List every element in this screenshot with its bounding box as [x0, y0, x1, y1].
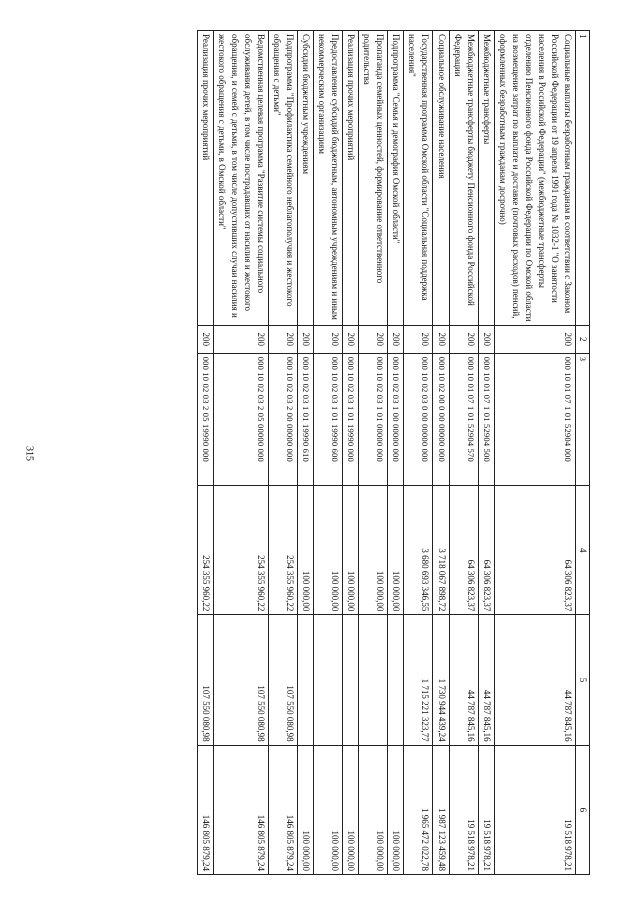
row-value-5 — [359, 615, 388, 745]
row-admin: 200 — [268, 325, 297, 353]
row-admin: 200 — [359, 325, 388, 353]
table-row — [314, 31, 343, 875]
table-row — [388, 31, 404, 875]
row-value-5: 44 787 845,16 — [494, 615, 575, 745]
row-code: 000 10 02 00 0 00 00000 000 — [433, 353, 449, 485]
row-value-4: 100 000,00 — [298, 486, 314, 615]
row-code: 000 10 02 03 1 01 00000 000 — [359, 353, 388, 485]
row-code: 000 10 02 03 1 01 19990 610 — [298, 353, 314, 485]
row-value-4: 100 000,00 — [359, 486, 388, 615]
col-header-2: 2 — [575, 325, 589, 353]
row-value-4: 254 355 960,22 — [213, 486, 268, 615]
col-header-3: 3 — [575, 353, 589, 485]
row-code: 000 10 01 07 1 01 52904 000 — [494, 353, 575, 485]
row-value-5: 1 730 944 439,24 — [433, 615, 449, 745]
row-value-5: 1 715 221 323,77 — [404, 615, 433, 745]
table-row — [343, 31, 359, 875]
row-value-4: 64 306 823,37 — [494, 486, 575, 615]
budget-table — [197, 30, 590, 875]
row-value-5 — [388, 615, 404, 745]
row-value-5: 44 787 845,16 — [478, 615, 494, 745]
col-header-5: 5 — [575, 615, 589, 745]
row-value-5 — [343, 615, 359, 745]
row-code: 000 10 02 03 2 05 00000 000 — [213, 353, 268, 485]
row-value-6: 100 000,00 — [298, 745, 314, 874]
table-row — [433, 31, 449, 875]
row-name: Реализация прочих мероприятий — [197, 31, 213, 326]
header-row — [575, 31, 589, 875]
row-name: Государственная программа Омской области "Социальная поддержка населения" — [404, 31, 433, 326]
row-value-6: 146 805 879,24 — [197, 745, 213, 874]
table-row — [359, 31, 388, 875]
row-name: Социальное обслуживание населения — [433, 31, 449, 326]
row-value-5: 107 550 080,98 — [268, 615, 297, 745]
row-admin: 200 — [343, 325, 359, 353]
table-row — [404, 31, 433, 875]
row-admin: 200 — [298, 325, 314, 353]
col-header-6: 6 — [575, 745, 589, 874]
row-admin: 200 — [449, 325, 478, 353]
row-value-4: 100 000,00 — [388, 486, 404, 615]
table-row — [449, 31, 478, 875]
row-name: Межбюджетные трансферты бюджету Пенсионного фонда Российской Федерации — [449, 31, 478, 326]
row-value-4: 3 680 693 346,55 — [404, 486, 433, 615]
row-name: Межбюджетные трансферты — [478, 31, 494, 326]
row-code: 000 10 02 03 2 00 00000 000 — [268, 353, 297, 485]
row-admin: 200 — [197, 325, 213, 353]
table-row — [478, 31, 494, 875]
table-body — [197, 31, 575, 875]
row-name: Ведомственная целевая программа "Развитие системы социального обслуживания детей, в том числе пострадавших от насилия и жестокого обращения, и семей с детьми, в том числе допустивших случаи насилия и жестокого обращения с детьми, в Омской области" — [213, 31, 268, 326]
rotated-page — [80, 30, 590, 875]
row-value-5 — [314, 615, 343, 745]
row-value-4: 64 306 823,37 — [449, 486, 478, 615]
row-value-6: 1 987 123 459,48 — [433, 745, 449, 874]
table-row — [494, 31, 575, 875]
row-name: Предоставление субсидий бюджетным, автономным учреждениям и иным некоммерческим организациям — [314, 31, 343, 326]
row-name: Подпрограмма "Профилактика семейного неблагополучия и жестокого обращения с детьми" — [268, 31, 297, 326]
row-code: 000 10 02 03 2 05 19990 000 — [197, 353, 213, 485]
row-value-5: 44 787 845,16 — [449, 615, 478, 745]
row-value-6: 19 518 978,21 — [494, 745, 575, 874]
row-value-6: 100 000,00 — [388, 745, 404, 874]
row-code: 000 10 01 07 1 01 52904 500 — [478, 353, 494, 485]
row-code: 000 10 02 03 1 01 19990 000 — [343, 353, 359, 485]
row-name: Социальные выплаты безработным гражданам в соответствии с Законом Российской Федерации от 19 апреля 1991 года № 1032-1 "О занятости населения в Российской Федерации" (межбюджетные трансферты отделению Пенсионного фонда Российской Федерации по Омской области на возмещение затрат по выплате и доставке (почтовых расходов) пенсий, оформленных безработным гражданам досрочно) — [494, 31, 575, 326]
row-value-6: 100 000,00 — [314, 745, 343, 874]
row-value-4: 254 355 960,22 — [197, 486, 213, 615]
row-value-5: 107 550 080,98 — [197, 615, 213, 745]
row-value-4: 64 306 823,37 — [478, 486, 494, 615]
row-admin: 200 — [314, 325, 343, 353]
row-code: 000 10 01 07 1 01 52904 570 — [449, 353, 478, 485]
col-header-1: 1 — [575, 31, 589, 326]
table-row — [213, 31, 268, 875]
row-admin: 200 — [404, 325, 433, 353]
table-row — [197, 31, 213, 875]
row-name: Подпрограмма "Семья и демография Омской области" — [388, 31, 404, 326]
row-value-4: 100 000,00 — [314, 486, 343, 615]
row-code: 000 10 02 03 0 00 00000 000 — [404, 353, 433, 485]
row-value-6: 19 518 978,21 — [449, 745, 478, 874]
col-header-4: 4 — [575, 486, 589, 615]
row-value-6: 1 965 472 022,78 — [404, 745, 433, 874]
row-value-6: 19 518 978,21 — [478, 745, 494, 874]
row-value-4: 100 000,00 — [343, 486, 359, 615]
row-admin: 200 — [494, 325, 575, 353]
row-name: Реализация прочих мероприятий — [343, 31, 359, 326]
row-code: 000 10 02 03 1 00 00000 000 — [388, 353, 404, 485]
row-value-6: 100 000,00 — [343, 745, 359, 874]
row-value-6: 100 000,00 — [359, 745, 388, 874]
table-row — [268, 31, 297, 875]
row-admin: 200 — [478, 325, 494, 353]
row-code: 000 10 02 03 1 01 19990 600 — [314, 353, 343, 485]
row-value-6: 146 805 879,24 — [268, 745, 297, 874]
row-name: Субсидии бюджетным учреждениям — [298, 31, 314, 326]
row-value-6: 146 805 879,24 — [213, 745, 268, 874]
row-admin: 200 — [213, 325, 268, 353]
row-value-5: 107 550 080,98 — [213, 615, 268, 745]
row-value-5 — [298, 615, 314, 745]
row-name: Пропаганда семейных ценностей, формирование ответственного родительства — [359, 31, 388, 326]
page-number: 315 — [23, 446, 35, 461]
table-row — [298, 31, 314, 875]
row-value-4: 254 355 960,22 — [268, 486, 297, 615]
row-admin: 200 — [388, 325, 404, 353]
row-admin: 200 — [433, 325, 449, 353]
row-value-4: 3 718 067 898,72 — [433, 486, 449, 615]
